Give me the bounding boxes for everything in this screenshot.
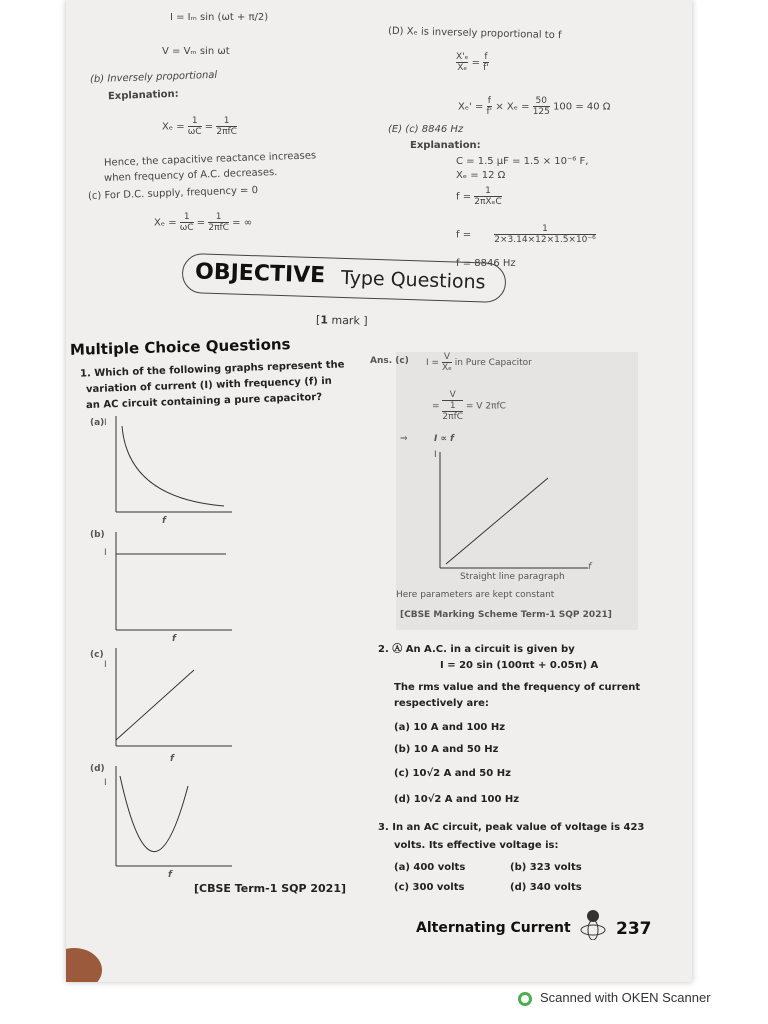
chapter-title: Alternating Current (416, 920, 571, 936)
answer-eq-1-num: V (443, 352, 450, 362)
frequency-formula (456, 186, 502, 207)
objective-heading-bold: OBJECTIVE (194, 259, 326, 289)
q2-option-d: (d) 10√2 A and 100 Hz (394, 794, 520, 805)
graph-a (104, 412, 234, 522)
xc-frac-1 (188, 116, 202, 137)
mark-open: [ (315, 313, 321, 327)
answer-eq-2-den: 2πfC (442, 412, 464, 422)
dc-frac-1-num: 1 (183, 212, 190, 222)
dc-frac-2-den: 2πfC (208, 223, 229, 233)
mark-num: 1 (320, 313, 329, 327)
answer-graph-y-label: I (434, 450, 437, 460)
q2-line-2: The rms value and the frequency of current (394, 682, 641, 693)
answer-note: Here parameters are kept constant (396, 590, 555, 600)
explanation-label-left: Explanation: (107, 88, 179, 103)
answer-eq-2-inner-frac (442, 401, 463, 422)
q2-line-1: 2. Ⓐ An A.C. in a circuit is given by (378, 644, 575, 655)
q1-line-3: an AC circuit containing a pure capacitor? (85, 391, 323, 412)
answer-eq-2 (432, 390, 506, 422)
graph-c-line (116, 670, 194, 740)
q2-option-c: (c) 10√2 A and 50 Hz (394, 768, 511, 779)
mark-text: mark ] (327, 313, 368, 328)
xc-prime-lhs: Xₑ' = (458, 101, 487, 113)
xc-frac-2 (216, 116, 237, 137)
answer-eq-1-frac (442, 352, 452, 373)
eq-voltage: V = Vₘ sin ωt (162, 46, 230, 57)
answer-graph-x-label: f (588, 562, 592, 572)
graph-b-x-label: f (172, 634, 176, 644)
atom-icon-orbit-1 (581, 925, 605, 935)
eq-current: I = Iₘ sin (ωt + π/2) (170, 12, 269, 23)
q1-label-c: (c) (90, 650, 104, 660)
dc-xc-formula: Xₑ = $\frac{1}{\omega C}$ = $\frac{1}{\text{2πfC}}$ = ∞ (154, 212, 253, 233)
q2-option-a: (a) 10 A and 100 Hz (394, 722, 506, 733)
dc-xc-rhs: = ∞ (232, 217, 253, 229)
graph-b-y-label: I (104, 548, 107, 558)
dc-frac-2-num: 1 (215, 212, 222, 222)
xc-prime-tail: × Xₑ = (495, 101, 533, 113)
answer-eq-2-num: 1 (449, 401, 456, 411)
xc-lhs: Xₑ = (162, 121, 188, 133)
q1-label-b: (b) (90, 530, 105, 540)
atom-icon (578, 908, 608, 940)
page-number: 237 (616, 919, 652, 939)
xc-prime-frac (533, 96, 550, 117)
graph-a-x-label: f (162, 516, 166, 526)
graph-d-curve (120, 776, 188, 852)
answer-eq-2-frac (442, 390, 463, 422)
ratio-num: X'ₑ (456, 52, 469, 62)
q2-line-3: respectively are: (394, 698, 489, 709)
dc-supply-text: (c) For D.C. supply, frequency = 0 (87, 185, 259, 202)
implies-arrow: ⇒ (400, 434, 408, 444)
graph-c-y-label: I (104, 660, 107, 670)
graph-b (104, 528, 234, 636)
answer-eq-1 (426, 352, 532, 373)
q1-line-2: variation of current (I) with frequency (f) in (85, 375, 333, 396)
xc-frac-1-num: 1 (191, 116, 198, 126)
dc-frac-1-den: ωC (179, 223, 194, 233)
option-b-answer: (b) Inversely proportional (89, 69, 218, 86)
ratio-frac (456, 52, 468, 73)
q3-line-1: 3. In an AC circuit, peak value of voltage is 423 (378, 822, 645, 833)
answer-eq-2-rhs: = V 2πfC (465, 401, 506, 412)
f-frac (474, 186, 501, 207)
capacitance-value: C = 1.5 μF = 1.5 × 10⁻⁶ F, (456, 156, 589, 167)
mcq-title: Multiple Choice Questions (69, 335, 291, 359)
q3-option-b: (b) 323 volts (510, 862, 582, 873)
answer-eq-2-lhs: = (432, 401, 440, 412)
atom-icon-orbit-2 (588, 920, 598, 940)
f-den: 2πXₑC (474, 197, 502, 207)
answer-eq-1-den: Xₑ (441, 363, 452, 373)
ratio-formula (456, 52, 489, 73)
q3-option-d: (d) 340 volts (510, 882, 582, 893)
scanner-watermark: Scanned with OKEN Scanner (540, 990, 711, 1005)
option-d-text: (D) Xₑ is inversely proportional to f (387, 25, 562, 42)
hence-line-1: Hence, the capacitive reactance increases (103, 150, 317, 169)
answer-eq-2-top: V (449, 390, 456, 400)
objective-heading-light: Type Questions (340, 266, 486, 294)
graph-c-x-label: f (170, 754, 174, 764)
ratio-den: Xₑ (457, 63, 468, 73)
xc-prime-num: 50 (535, 96, 547, 106)
q1-source: [CBSE Term-1 SQP 2021] (194, 882, 346, 895)
explanation-label-right: Explanation: (410, 140, 481, 151)
ratio-f-num: f (484, 52, 488, 62)
q1-label-a: (a) (90, 418, 105, 428)
ratio-f-den: f' (483, 63, 489, 73)
q3-line-2: volts. Its effective voltage is: (394, 840, 559, 851)
answer-eq-2-den-wrap (442, 400, 463, 422)
f-sub-frac (494, 224, 596, 245)
xc-formula: Xₑ = $\frac{1}{\omega C}$ = $\frac{1}{\text{2πfC}}$ (162, 116, 237, 137)
q1-line-1: 1. Which of the following graphs represent the (79, 359, 345, 380)
frequency-result: f = 8846 Hz (456, 258, 516, 269)
hence-line-2: when frequency of A.C. decreases. (103, 166, 278, 185)
q3-option-a: (a) 400 volts (394, 862, 466, 873)
scanner-logo-icon (518, 992, 532, 1006)
xc-prime-formula (458, 96, 610, 117)
ratio-frac-f (483, 52, 489, 73)
xc-prime-result: 100 = 40 Ω (553, 101, 611, 113)
answer-eq-1-lhs: I = (426, 358, 440, 368)
graph-d-y-label: I (104, 778, 107, 788)
graph-a-curve (122, 426, 224, 506)
dc-frac-2 (208, 212, 229, 233)
graph-d (104, 762, 234, 872)
xc-prime-den: 125 (532, 107, 550, 117)
f-lhs: f = (456, 191, 472, 203)
xc-prime-frac-f (487, 96, 493, 117)
answer-graph-line (446, 478, 548, 564)
graph-c (104, 644, 234, 752)
graph-a-y-label: I (104, 418, 107, 428)
answer-source: [CBSE Marking Scheme Term-1 SQP 2021] (400, 610, 612, 620)
q3-option-c: (c) 300 volts (394, 882, 465, 893)
answer-eq-1-text: in Pure Capacitor (454, 358, 532, 368)
f-sub-num: 1 (542, 224, 548, 234)
dc-frac-1 (180, 212, 194, 233)
xc-prime-f-num: f (487, 96, 491, 106)
xc-frac-1-den: ωC (187, 127, 202, 137)
f-sub-lhs: f = (456, 229, 472, 241)
q2-option-b: (b) 10 A and 50 Hz (394, 744, 499, 755)
option-e-answer: (E) (c) 8846 Hz (388, 124, 464, 135)
ratio-eq: = (471, 57, 480, 69)
proportionality: I ∝ f (434, 434, 454, 444)
xc-prime-f-den: f' (486, 107, 493, 117)
mark-label (316, 313, 368, 327)
f-num: 1 (485, 186, 491, 196)
answer-graph (434, 448, 594, 574)
xc-value: Xₑ = 12 Ω (456, 170, 506, 181)
f-sub-den: 2×3.14×12×1.5×10⁻⁶ (494, 235, 596, 245)
graph-d-x-label: f (168, 870, 172, 880)
frequency-substitution (456, 224, 596, 245)
thumb-shadow (66, 948, 102, 982)
answer-graph-caption: Straight line paragraph (460, 572, 565, 582)
xc-frac-2-num: 1 (223, 116, 230, 126)
q2-equation: I = 20 sin (100πt + 0.05π) A (440, 660, 599, 671)
answer-label: Ans. (c) (370, 356, 409, 366)
dc-xc-lhs: Xₑ = (154, 217, 177, 229)
xc-frac-2-den: 2πfC (216, 127, 237, 137)
book-page (66, 0, 692, 982)
q1-label-d: (d) (90, 764, 105, 774)
